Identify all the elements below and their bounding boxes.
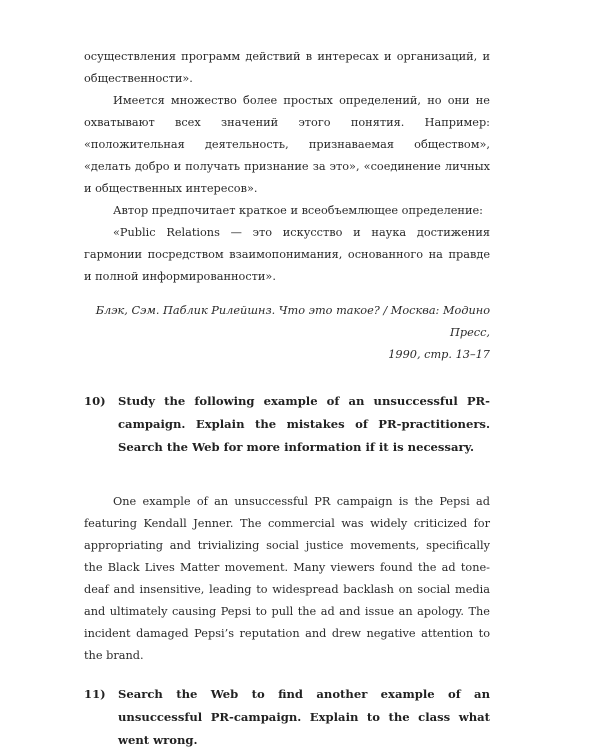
task-10	[84, 390, 490, 459]
paragraph-author-preference: Автор предпочитает краткое и всеобъемлющее определение:	[113, 204, 483, 217]
task-11-text: Search the Web to find another example of an unsuccessful PR-campaign. Explain to the class what went wrong.	[118, 687, 490, 747]
source-citation	[84, 300, 490, 366]
paragraph-pr-definition-quote: «Public Relations — это искусство и наука достижения гармонии посредством взаимопонимания, основанного на правде и полной информированности».	[84, 226, 490, 283]
citation-line-1: Блэк, Сэм. Паблик Рилейшнз. Что это такое? / Москва: Модино Пресс,	[95, 304, 490, 339]
task-10-number: 10)	[84, 394, 106, 408]
answer-10-paragraph: One example of an unsuccessful PR campaign is the Pepsi ad featuring Kendall Jenner. The commercial was widely criticized for appropriating and trivializing social justice movements, specifically the Black Lives Matter movement. Many viewers found the ad tone-deaf and insensitive, leading to widespread backlash on social media and ultimately causing Pepsi to pull the ad and issue an apology. The incident damaged Pepsi’s reputation and drew negative attention to the brand.	[84, 495, 490, 662]
definition-continuation: осуществления программ действий в интересах и организаций, и общественности».	[84, 50, 490, 85]
citation-line-2: 1990, стр. 13–17	[388, 348, 490, 361]
task-11-number: 11)	[84, 687, 106, 701]
document-page	[84, 46, 490, 752]
paragraph-simpler-definitions: Имеется множество более простых определений, но они не охватывают всех значений этого понятия. Например: «положительная деятельность, признаваемая обществом», «делать добро и получать признание за это», «соединение личных и общественных интересов».	[84, 94, 490, 195]
task-11	[84, 683, 490, 752]
task-10-text: Study the following example of an unsuccessful PR-campaign. Explain the mistakes of PR-practitioners. Search the Web for more information if it is necessary.	[118, 394, 490, 454]
